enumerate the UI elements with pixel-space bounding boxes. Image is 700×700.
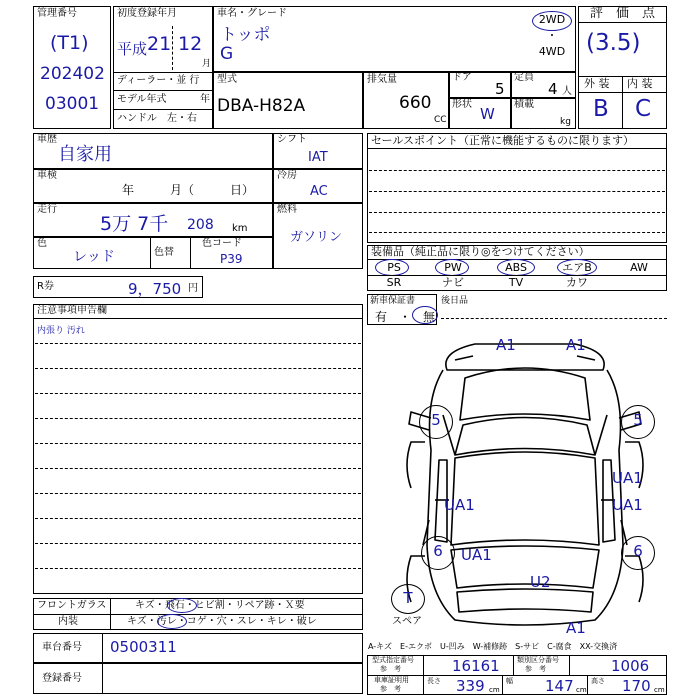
load-label: 積載 xyxy=(514,99,534,110)
glass-stone-circle xyxy=(167,598,197,613)
registration-no-box xyxy=(33,663,363,694)
chassis-label: 車台番号 xyxy=(42,642,82,653)
mgmt-line3: 03001 xyxy=(45,94,100,114)
dmg-left-side: UA1 xyxy=(444,496,475,514)
aircon-label: 冷房 xyxy=(277,170,297,181)
registration-no-label: 登録番号 xyxy=(42,673,82,684)
model-year-unit: 年 xyxy=(200,94,210,105)
fuel-value: ガソリン xyxy=(290,230,343,245)
equip-pw: PW xyxy=(444,261,462,274)
history-label: 車歴 xyxy=(37,134,57,145)
length-label: 長さ xyxy=(427,677,441,685)
history-value: 自家用 xyxy=(58,144,112,165)
dmg-rear-left-ua: UA1 xyxy=(461,546,492,564)
model-year-label: モデル年式 xyxy=(117,94,167,105)
interior-dirt-circle xyxy=(157,614,187,629)
displacement-label: 排気量 xyxy=(367,74,397,85)
type-value: 16161 xyxy=(452,657,500,675)
handle-label: ハンドル 左・右 xyxy=(117,113,197,124)
line xyxy=(35,368,361,369)
exterior-label: 外 装 xyxy=(584,77,610,90)
doors-label: ドア xyxy=(452,72,472,83)
grade-score: (3.5) xyxy=(586,30,641,56)
equip-leather: カワ xyxy=(566,276,588,289)
fuel-label: 燃料 xyxy=(277,204,297,215)
displacement-unit: CC xyxy=(434,115,447,125)
capacity-unit: 人 xyxy=(562,86,572,97)
dmg-rear-bottom: A1 xyxy=(566,619,586,637)
inspection-text: 年 月（ 日） xyxy=(122,183,255,197)
line xyxy=(35,343,361,344)
line xyxy=(578,22,667,23)
height-label: 高さ xyxy=(591,677,605,685)
mileage-unit: km xyxy=(232,223,248,234)
line xyxy=(569,655,570,675)
registration-box xyxy=(113,6,213,129)
equip-navi: ナビ xyxy=(442,276,464,289)
recycle-value: 9，750 xyxy=(128,280,182,298)
line xyxy=(102,633,103,663)
drive-2wd: 2WD xyxy=(538,13,566,26)
line xyxy=(113,109,213,110)
equip-abs: ABS xyxy=(505,261,527,274)
line xyxy=(587,675,588,695)
line xyxy=(33,614,363,615)
notes-box xyxy=(33,304,363,594)
interior-row-text: キズ・汚レ・コゲ・穴・スレ・キレ・破レ xyxy=(127,616,317,627)
class-ref: 参 考 xyxy=(525,665,546,673)
equip-pw-circle xyxy=(435,259,469,276)
color-value: レッド xyxy=(73,249,115,265)
equip-ps-circle xyxy=(375,259,409,276)
line xyxy=(369,212,665,213)
registration-month: 12 xyxy=(178,33,203,55)
color-code-label: 色コード xyxy=(202,238,242,249)
equip-ps: PS xyxy=(387,261,401,274)
line xyxy=(35,393,361,394)
sales-point-label: セールスポイント（正常に機能するものに限ります） xyxy=(371,134,635,147)
model-value: DBA-H82A xyxy=(217,96,306,116)
line xyxy=(35,518,361,519)
line xyxy=(110,598,111,630)
interior-grade: C xyxy=(635,96,652,122)
dmg-right-rear-wheel: 6 xyxy=(633,542,643,560)
warranty-no-circle xyxy=(412,306,438,324)
equip-airbag-circle xyxy=(557,259,597,276)
length-value: 339 xyxy=(456,677,485,695)
drive-dot: ・ xyxy=(546,29,558,42)
displacement-value: 660 xyxy=(399,93,432,113)
line xyxy=(102,663,103,694)
registration-divider xyxy=(172,26,173,70)
width-label: 幅 xyxy=(506,677,513,685)
type-ref: 参 考 xyxy=(380,665,401,673)
mgmt-label: 管理番号 xyxy=(37,8,77,19)
warranty-label: 新車保証書 xyxy=(370,296,416,306)
glass-label: フロントガラス xyxy=(37,600,107,611)
line xyxy=(35,543,361,544)
spare-mark: T xyxy=(403,589,413,607)
width-unit: cm xyxy=(576,686,587,694)
registration-month-unit: 月 xyxy=(202,59,212,69)
line xyxy=(150,237,151,269)
color-label: 色 xyxy=(37,238,47,249)
color-code: P39 xyxy=(220,252,243,266)
line xyxy=(35,568,361,569)
registration-label: 初度登録年月 xyxy=(117,8,177,19)
mileage-label: 走行 xyxy=(37,204,57,215)
drive-4wd: 4WD xyxy=(538,45,566,58)
cert-label: 車庫証明用 xyxy=(374,676,409,684)
dmg-rear-center: U2 xyxy=(530,573,551,591)
dmg-front-left: A1 xyxy=(496,336,516,354)
line xyxy=(35,443,361,444)
dealer-label: ディーラー・並 行 xyxy=(117,75,200,86)
glass-text: キズ・飛石・ヒビ割・リペア跡・Ｘ要 xyxy=(135,600,305,611)
line xyxy=(369,191,665,192)
registration-year: 21 xyxy=(147,33,172,55)
line xyxy=(369,170,665,171)
after-item-label: 後日品 xyxy=(441,296,469,306)
line xyxy=(113,90,213,91)
registration-sep xyxy=(113,72,213,73)
equip-aw: AW xyxy=(630,261,648,274)
dmg-left-rear-wheel: 6 xyxy=(433,542,443,560)
dmg-front-right: A1 xyxy=(566,336,586,354)
inspection-label: 車検 xyxy=(37,170,57,181)
recycle-unit: 円 xyxy=(188,283,198,294)
dmg-right-front-wheel: 5 xyxy=(633,411,643,429)
chassis-value: 0500311 xyxy=(110,638,177,656)
line xyxy=(367,148,667,149)
interior-row-label: 内装 xyxy=(58,616,78,627)
height-value: 170 xyxy=(622,677,651,695)
line xyxy=(35,468,361,469)
aircon-value: AC xyxy=(310,184,328,199)
shift-value: IAT xyxy=(308,150,328,165)
notes-line1: 内張り 汚れ xyxy=(37,326,85,336)
line xyxy=(369,232,665,233)
line xyxy=(35,418,361,419)
model-label: 型式 xyxy=(217,74,237,85)
car-grade-value: G xyxy=(220,44,234,64)
shift-label: シフト xyxy=(277,134,307,145)
line xyxy=(513,655,514,675)
type-label: 型式指定番号 xyxy=(372,656,414,664)
damage-legend: A-キズ E-エクボ U-凹み W-補修跡 S-サビ C-腐食 XX-交換済 xyxy=(368,642,618,651)
line xyxy=(502,675,503,695)
capacity-label: 定員 xyxy=(514,72,534,83)
dmg-left-front-wheel: 5 xyxy=(431,411,441,429)
shape-value: W xyxy=(480,105,495,123)
chassis-box xyxy=(33,633,363,663)
repaint-label: 色替 xyxy=(154,247,174,258)
grade-label: 評 価 点 xyxy=(590,6,656,21)
capacity-value: 4 xyxy=(548,80,558,98)
recycle-label: R券 xyxy=(37,281,54,292)
mileage-value: 5万 7千 xyxy=(100,213,169,235)
height-unit: cm xyxy=(654,686,665,694)
line xyxy=(190,237,191,269)
spare-label: スペア xyxy=(392,616,422,627)
load-unit: kg xyxy=(560,117,571,127)
exterior-grade: B xyxy=(593,96,609,122)
line xyxy=(367,675,667,676)
line xyxy=(441,318,667,319)
doors-value: 5 xyxy=(495,80,505,98)
mileage-small: 208 xyxy=(187,217,214,233)
shape-label: 形状 xyxy=(452,99,472,110)
registration-era: 平成 xyxy=(117,40,148,58)
car-name-value: トッポ xyxy=(220,25,271,45)
mgmt-line1: (T1) xyxy=(50,32,89,54)
dmg-right-side-2: UA1 xyxy=(612,496,643,514)
line xyxy=(35,493,361,494)
width-value: 147 xyxy=(545,677,574,695)
length-unit: cm xyxy=(489,686,500,694)
class-value: 1006 xyxy=(611,657,650,675)
equip-tv: TV xyxy=(508,276,524,289)
sales-point-box xyxy=(367,133,667,243)
interior-label: 内 装 xyxy=(627,77,653,90)
dmg-right-side-1: UA1 xyxy=(612,469,643,487)
equip-abs-circle xyxy=(497,259,535,276)
mgmt-line2: 202402 xyxy=(40,64,105,84)
class-label: 類別区分番号 xyxy=(517,656,559,664)
cert-ref: 参 考 xyxy=(380,685,401,693)
equip-airbag: エアB xyxy=(562,261,592,274)
equip-sr: SR xyxy=(386,276,402,289)
warranty-value: 有 ・ 無 xyxy=(375,310,436,324)
line xyxy=(33,318,363,319)
equipment-label: 装備品（純正品に限り◎をつけてください） xyxy=(371,245,590,258)
notes-label: 注意事項申告欄 xyxy=(37,305,107,316)
line xyxy=(578,92,667,93)
line xyxy=(423,655,424,695)
line xyxy=(622,76,623,129)
car-name-label: 車名・グレード xyxy=(217,8,287,19)
